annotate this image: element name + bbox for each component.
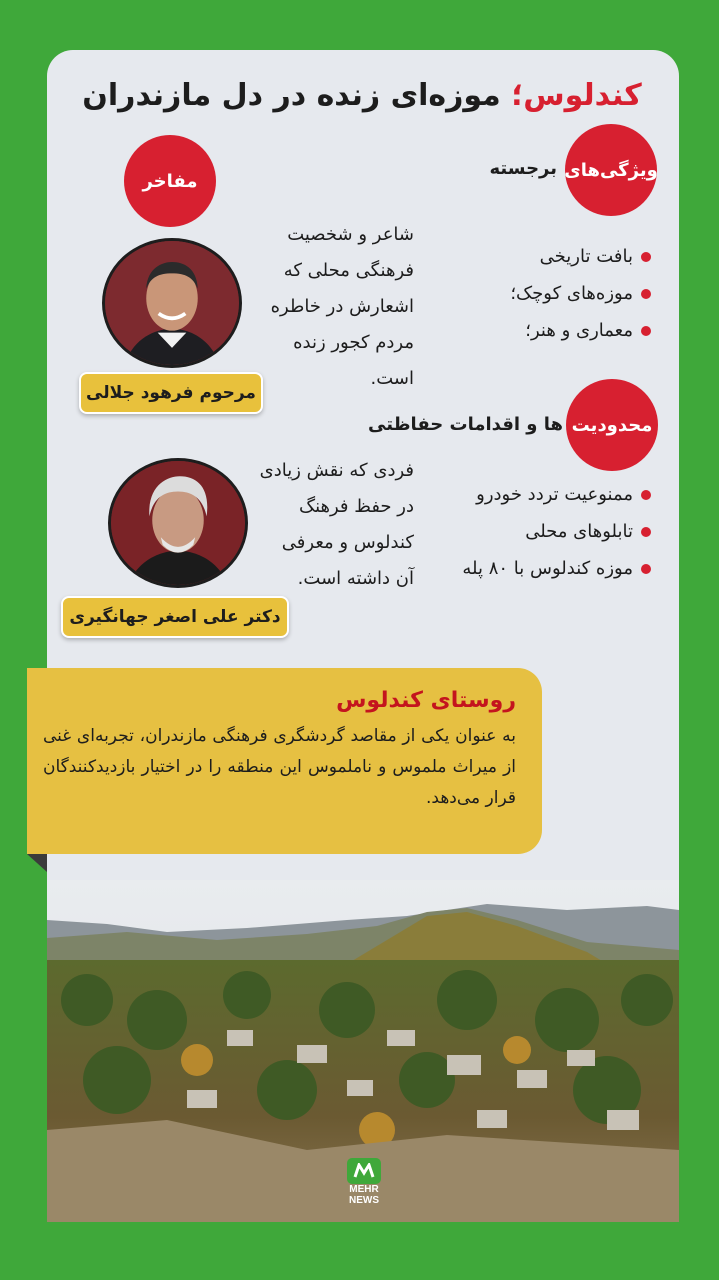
bullet-dot-icon [641, 527, 651, 537]
list-item: بافت تاریخی [510, 238, 651, 275]
list-item: موزه‌های کوچک؛ [510, 275, 651, 312]
limits-title: ها و اقدامات حفاظتی [368, 414, 563, 435]
mehr-logo-icon [347, 1158, 381, 1184]
person1-bio: شاعر و شخصیت فرهنگی محلی که اشعارش در خاطره مردم کجور زنده است. [270, 224, 414, 389]
village-title: روستای کندلوس [336, 688, 516, 713]
person2-bio: فردی که نقش زیادی در حفظ فرهنگ کندلوس و معرفی آن داشته است. [259, 460, 414, 589]
list-item: موزه کندلوس با ۸۰ پله [462, 550, 651, 587]
logo-text-line2: NEWS [349, 1195, 379, 1206]
bullet-dot-icon [641, 252, 651, 262]
list-item: معماری و هنر؛ [510, 312, 651, 349]
limits-badge: محدودیت [566, 379, 658, 471]
list-item: تابلوهای محلی [462, 513, 651, 550]
mehr-news-logo [336, 1158, 392, 1218]
person1-name-tag: مرحوم فرهود جلالی [79, 372, 263, 414]
features-list [510, 238, 651, 349]
village-description: به عنوان یکی از مقاصد گردشگری فرهنگی مازندران، تجربه‌ای غنی از میراث ملموس و ناملموس این منطقه را در اختیار بازدیدکنندگان قرار می‌دهد. [43, 726, 516, 808]
person1-avatar [102, 238, 242, 368]
title-main: موزه‌ای زنده در دل مازندران [82, 78, 501, 113]
pride-badge: مفاخر [124, 135, 216, 227]
village-info-box [27, 668, 542, 854]
bullet-dot-icon [641, 326, 651, 336]
bullet-dot-icon [641, 564, 651, 574]
person2-portrait-icon [111, 461, 245, 585]
features-badge: ویژگی‌های [565, 124, 657, 216]
bullet-dot-icon [641, 289, 651, 299]
limits-list [462, 476, 651, 587]
person2-avatar [108, 458, 248, 588]
title-highlight: کندلوس؛ [511, 78, 642, 113]
page-title [60, 78, 664, 113]
list-item: ممنوعیت تردد خودرو [462, 476, 651, 513]
ribbon-fold [27, 854, 47, 872]
bullet-dot-icon [641, 490, 651, 500]
features-title: برجسته [489, 158, 557, 179]
logo-text-line1: MEHR [349, 1184, 379, 1195]
person1-portrait-icon [105, 241, 239, 365]
person2-name-tag: دکتر علی اصغر جهانگیری [61, 596, 289, 638]
